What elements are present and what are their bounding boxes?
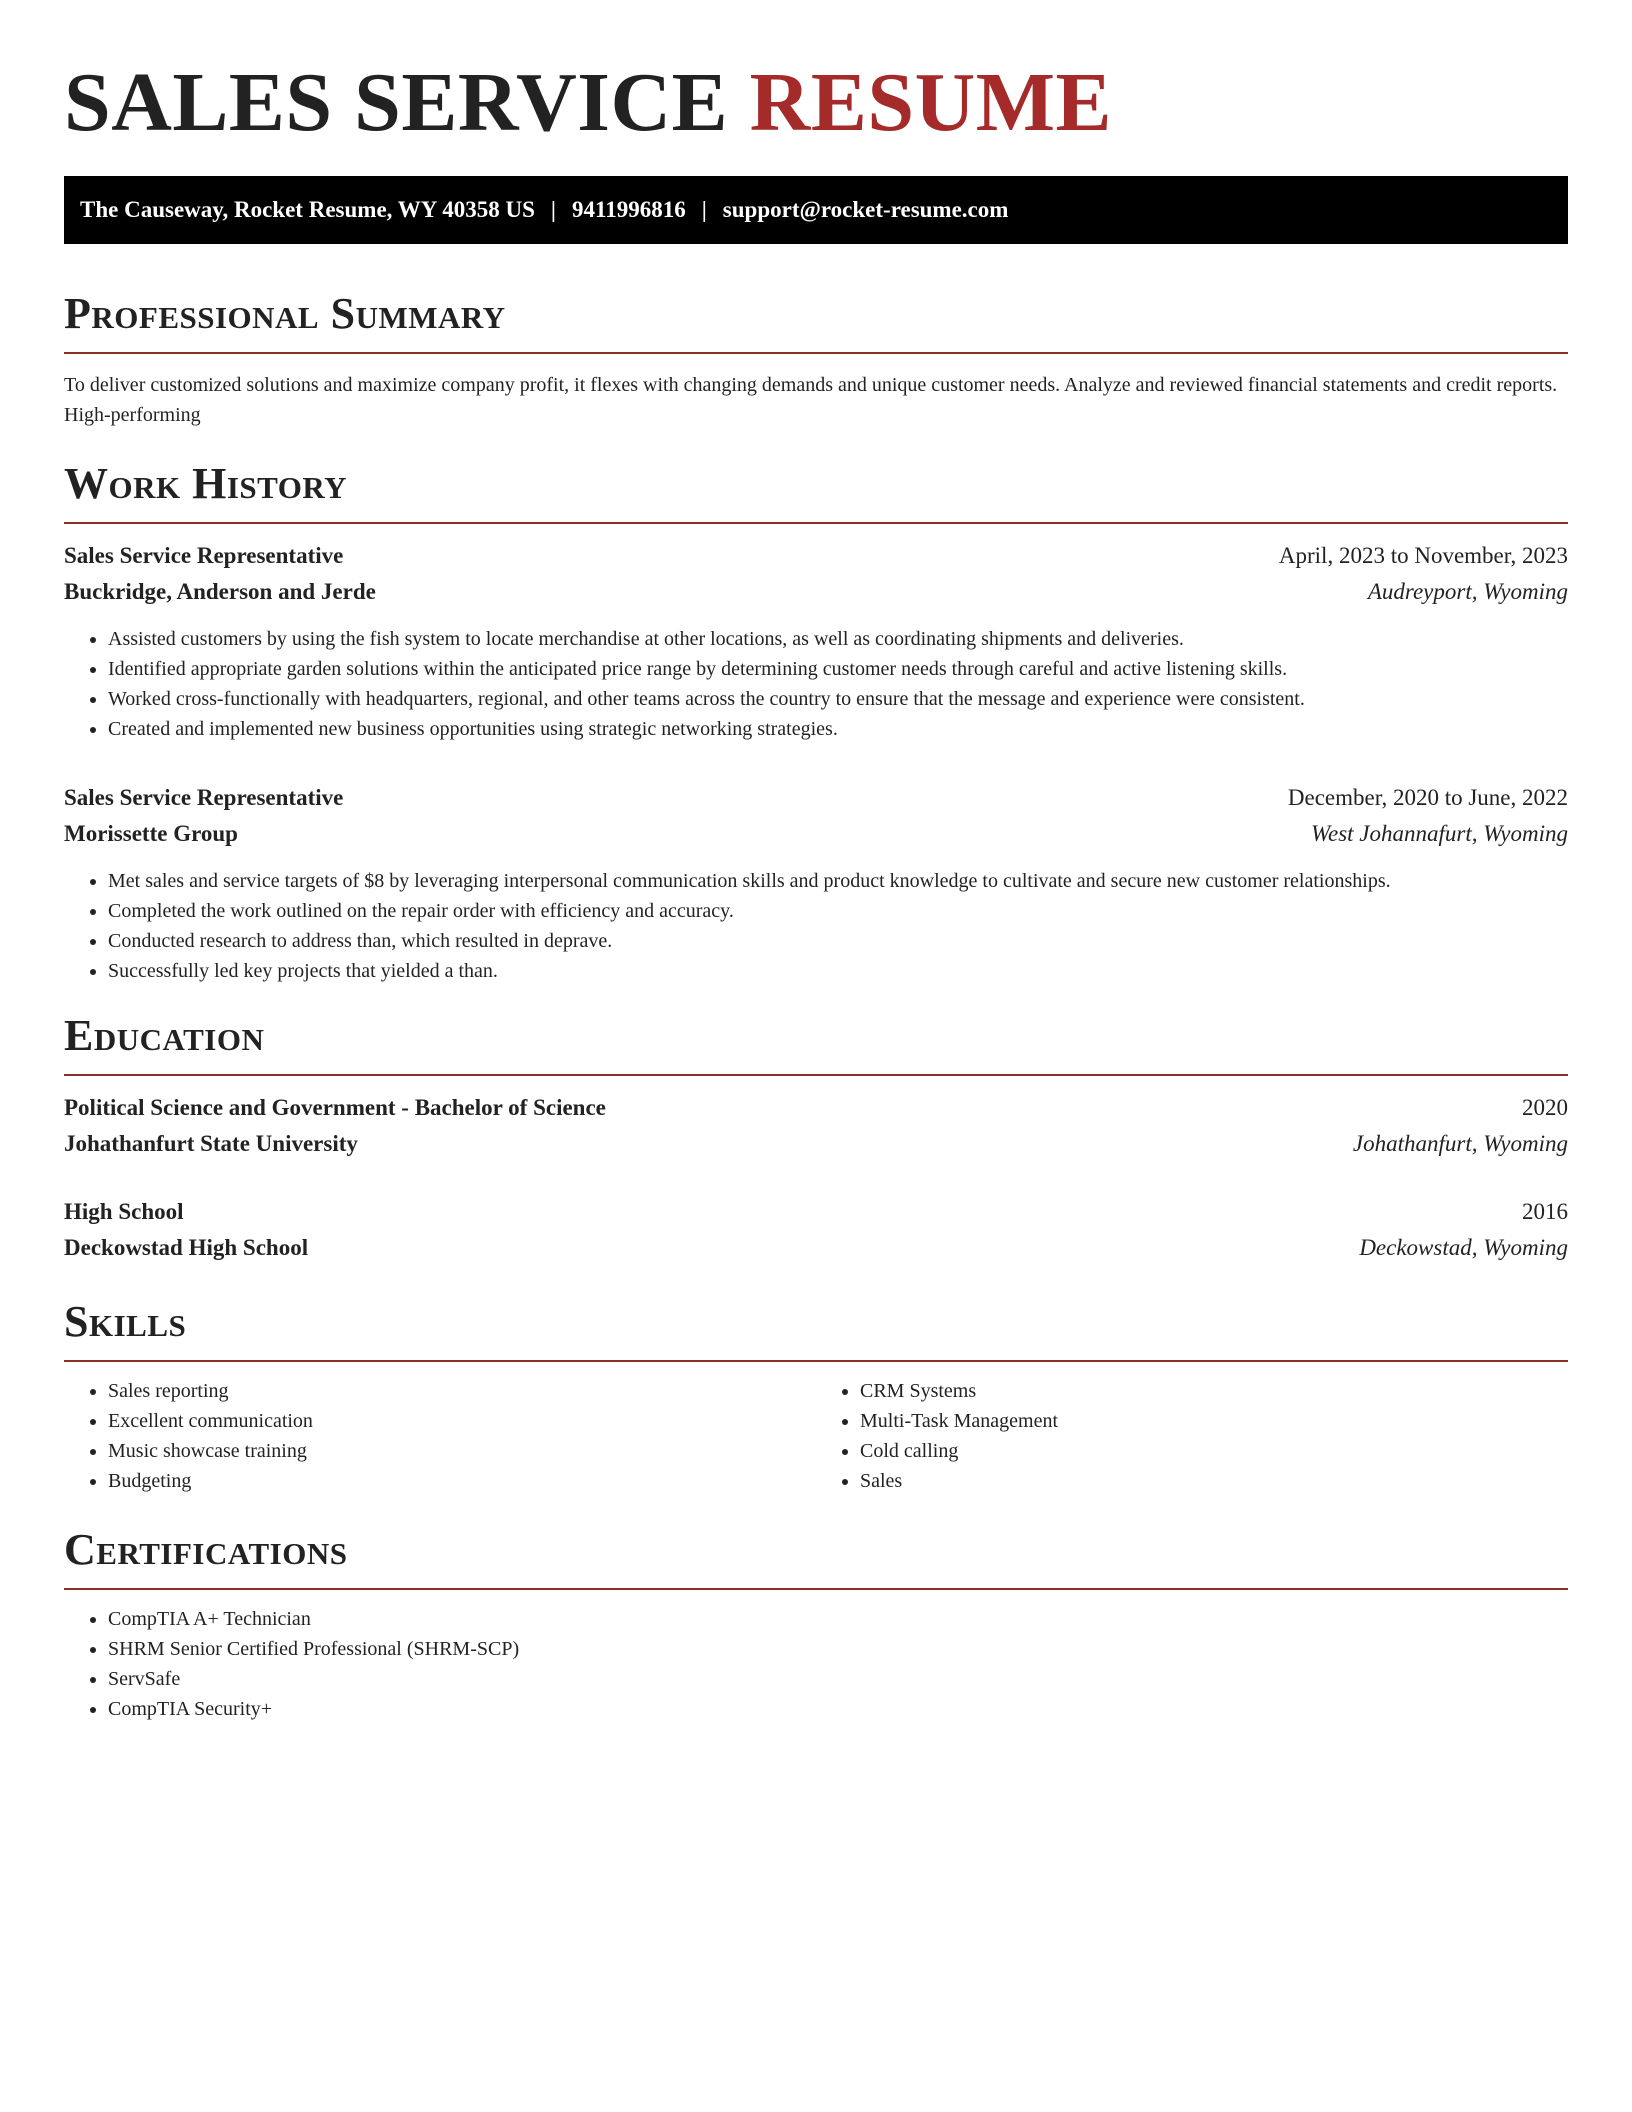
- title-main: SALES SERVICE: [64, 56, 729, 149]
- education-entry: [64, 1090, 1568, 1162]
- section-title-skills: Skills: [64, 1297, 187, 1346]
- education-school-row: [64, 1126, 1568, 1162]
- job-company: Buckridge, Anderson and Jerde: [64, 579, 376, 604]
- list-item: • Assisted customers by using the fish system to locate merchandise at other locations, as well as coordinating shipments and deliveries.: [108, 624, 1568, 654]
- education-entry: [64, 1194, 1568, 1266]
- certifications-list: [64, 1604, 1568, 1724]
- list-item: • Met sales and service targets of $8 by leveraging interpersonal communication skills and product knowledge to cultivate and secure new customer relationships.: [108, 866, 1568, 896]
- job-location: Audreyport, Wyoming: [1367, 579, 1568, 604]
- education-year: 2020: [1522, 1095, 1568, 1120]
- section-title-education: Education: [64, 1011, 265, 1060]
- list-item: • Successfully led key projects that yielded a than.: [108, 956, 1568, 986]
- list-item: • Completed the work outlined on the repair order with efficiency and accuracy.: [108, 896, 1568, 926]
- resume-title: [64, 56, 1568, 150]
- job-dates: December, 2020 to June, 2022: [1287, 785, 1568, 810]
- skills-column-left: [64, 1376, 816, 1496]
- education-school: Deckowstad High School: [64, 1235, 309, 1260]
- education-location: Deckowstad, Wyoming: [1359, 1235, 1568, 1260]
- job-title: Sales Service Representative: [64, 543, 344, 568]
- contact-separator: |: [550, 197, 556, 222]
- education-degree: High School: [64, 1199, 184, 1224]
- section-divider: [64, 352, 1568, 354]
- education-degree-row: [64, 1090, 1568, 1126]
- section-divider: [64, 522, 1568, 524]
- contact-email: support@rocket-resume.com: [722, 197, 1009, 222]
- job-location: West Johannafurt, Wyoming: [1310, 821, 1568, 846]
- job-entry: [64, 780, 1568, 986]
- list-item: • Multi-Task Management: [860, 1406, 1568, 1436]
- contact-separator: |: [701, 197, 707, 222]
- job-bullet-list: [64, 624, 1568, 744]
- section-divider: [64, 1588, 1568, 1590]
- list-item: • Budgeting: [108, 1466, 816, 1496]
- skills-grid: [64, 1376, 1568, 1496]
- list-item: • Sales: [860, 1466, 1568, 1496]
- section-divider: [64, 1360, 1568, 1362]
- section-title-certifications: Certifications: [64, 1525, 348, 1574]
- list-item: • Cold calling: [860, 1436, 1568, 1466]
- list-item: • CompTIA Security+: [108, 1694, 1568, 1724]
- contact-bar: [64, 176, 1568, 244]
- education-school: Johathanfurt State University: [64, 1131, 358, 1156]
- list-item: • ServSafe: [108, 1664, 1568, 1694]
- list-item: • SHRM Senior Certified Professional (SHRM-SCP): [108, 1634, 1568, 1664]
- list-item: • Worked cross-functionally with headquarters, regional, and other teams across the country to ensure that the message and experience were consistent.: [108, 684, 1568, 714]
- section-divider: [64, 1074, 1568, 1076]
- job-company: Morissette Group: [64, 821, 238, 846]
- list-item: • Created and implemented new business opportunities using strategic networking strategies.: [108, 714, 1568, 744]
- job-header-row: [64, 538, 1568, 574]
- list-item: • Excellent communication: [108, 1406, 816, 1436]
- education-degree: Political Science and Government - Bachelor of Science: [64, 1095, 606, 1120]
- job-title: Sales Service Representative: [64, 785, 344, 810]
- list-item: • Music showcase training: [108, 1436, 816, 1466]
- list-item: • Conducted research to address than, which resulted in deprave.: [108, 926, 1568, 956]
- summary-section: [64, 288, 1568, 430]
- education-year: 2016: [1522, 1199, 1568, 1224]
- job-header-row: [64, 780, 1568, 816]
- job-dates: April, 2023 to November, 2023: [1278, 543, 1568, 568]
- job-entry: [64, 538, 1568, 744]
- section-title-summary: Professional Summary: [64, 289, 506, 338]
- list-item: • CRM Systems: [860, 1376, 1568, 1406]
- list-item: • Identified appropriate garden solutions within the anticipated price range by determining customer needs through careful and active listening skills.: [108, 654, 1568, 684]
- title-accent: RESUME: [749, 56, 1113, 149]
- job-company-row: [64, 816, 1568, 852]
- contact-phone: 9411996816: [571, 197, 686, 222]
- certifications-section: [64, 1524, 1568, 1724]
- skills-column-right: [816, 1376, 1568, 1496]
- education-section: [64, 1010, 1568, 1266]
- skills-section: [64, 1296, 1568, 1496]
- list-item: • CompTIA A+ Technician: [108, 1604, 1568, 1634]
- contact-address: The Causeway, Rocket Resume, WY 40358 US: [80, 197, 535, 222]
- education-school-row: [64, 1230, 1568, 1266]
- list-item: • Sales reporting: [108, 1376, 816, 1406]
- section-title-work-history: Work History: [64, 459, 348, 508]
- summary-text: To deliver customized solutions and maximize company profit, it flexes with changing demands and unique customer needs. Analyze and reviewed financial statements and credit reports. High-performing: [64, 374, 1558, 426]
- job-bullet-list: [64, 866, 1568, 986]
- work-history-section: [64, 458, 1568, 986]
- education-degree-row: [64, 1194, 1568, 1230]
- education-location: Johathanfurt, Wyoming: [1352, 1131, 1568, 1156]
- job-company-row: [64, 574, 1568, 610]
